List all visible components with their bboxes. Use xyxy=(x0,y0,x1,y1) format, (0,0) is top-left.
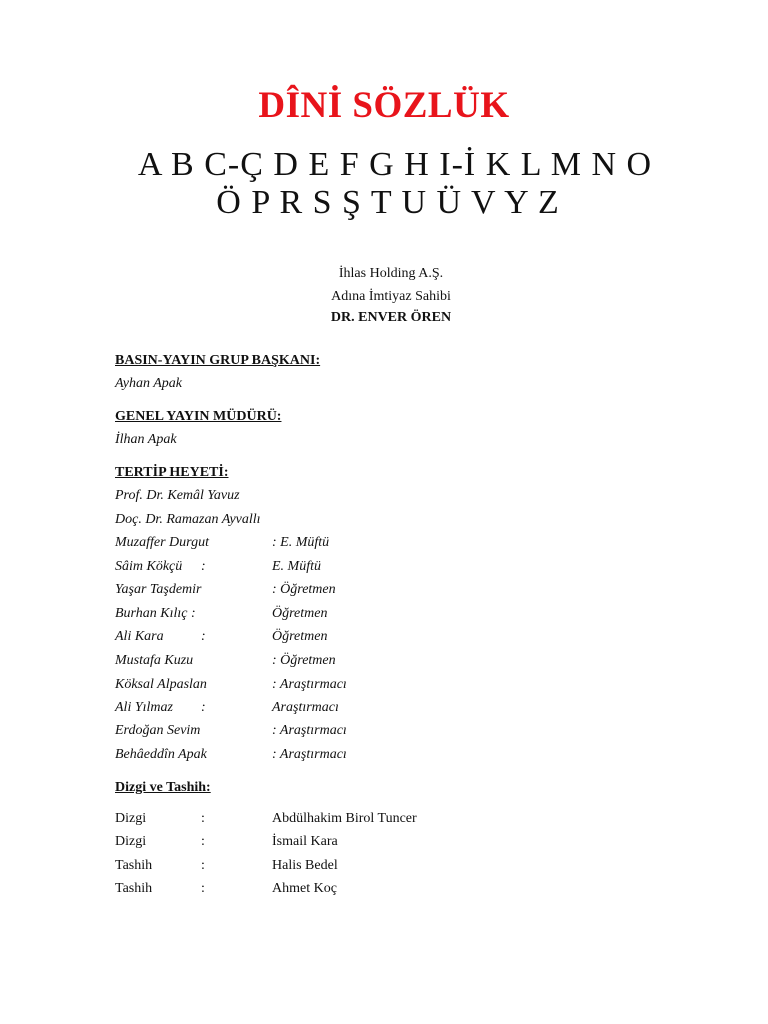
publisher-owner: DR. ENVER ÖREN xyxy=(330,310,452,325)
member-name: Ali Kara xyxy=(115,629,164,644)
dizgi-label: Tashih xyxy=(115,881,153,896)
member-role: : Araştırmacı xyxy=(272,677,347,692)
dizgi-heading: Dizgi ve Tashih: xyxy=(115,780,211,795)
dizgi-name: Abdülhakim Birol Tuncer xyxy=(272,811,417,826)
member-row xyxy=(0,653,768,673)
dizgi-name: Halis Bedel xyxy=(272,858,338,873)
dizgi-row xyxy=(0,834,768,854)
genel-heading: GENEL YAYIN MÜDÜRÜ: xyxy=(115,409,282,424)
dizgi-colon: : xyxy=(201,811,205,826)
member-row xyxy=(0,606,768,626)
member-row xyxy=(0,677,768,697)
member-role: : Araştırmacı xyxy=(272,723,347,738)
member-row xyxy=(0,559,768,579)
member-name: Mustafa Kuzu xyxy=(115,653,194,668)
member-name: Ali Yılmaz xyxy=(115,700,173,715)
member-role: : Araştırmacı xyxy=(272,747,347,762)
dizgi-name: Ahmet Koç xyxy=(272,881,337,896)
member-colon: : xyxy=(201,559,206,574)
dizgi-row xyxy=(0,881,768,901)
member-role: E. Müftü xyxy=(272,559,321,574)
member-role: : Öğretmen xyxy=(272,653,336,668)
member-row xyxy=(0,582,768,602)
dizgi-colon: : xyxy=(201,834,205,849)
member-row xyxy=(0,747,768,767)
dizgi-row xyxy=(0,811,768,831)
member-role: : E. Müftü xyxy=(272,535,330,550)
tertip-lead-1: Prof. Dr. Kemâl Yavuz xyxy=(115,488,240,503)
publisher-role: Adına İmtiyaz Sahibi xyxy=(331,289,451,304)
dizgi-label: Tashih xyxy=(115,858,153,873)
alphabet-line-1: A B C-Ç D E F G H I-İ K L M N O xyxy=(137,146,653,183)
member-row xyxy=(0,629,768,649)
member-row xyxy=(0,535,768,555)
member-row xyxy=(0,723,768,743)
tertip-lead-2: Doç. Dr. Ramazan Ayvallı xyxy=(115,512,261,527)
member-name: Sâim Kökçü xyxy=(115,559,183,574)
member-name: Köksal Alpaslan xyxy=(115,677,207,692)
member-role: Öğretmen xyxy=(272,606,328,621)
member-name: Yaşar Taşdemir xyxy=(115,582,202,597)
member-name: Burhan Kılıç : xyxy=(115,606,196,621)
tertip-heading: TERTİP HEYETİ: xyxy=(115,465,229,480)
member-name: Behâeddîn Apak xyxy=(115,747,207,762)
dizgi-label: Dizgi xyxy=(115,811,147,826)
member-role: Araştırmacı xyxy=(272,700,339,715)
basin-heading: BASIN-YAYIN GRUP BAŞKANI: xyxy=(115,353,321,368)
dizgi-name: İsmail Kara xyxy=(272,834,338,849)
dizgi-row xyxy=(0,858,768,878)
member-role: Öğretmen xyxy=(272,629,328,644)
member-role: : Öğretmen xyxy=(272,582,336,597)
member-colon: : xyxy=(201,700,206,715)
dizgi-label: Dizgi xyxy=(115,834,147,849)
member-row xyxy=(0,700,768,720)
page-title: DÎNİ SÖZLÜK xyxy=(258,85,510,126)
member-name: Muzaffer Durgut xyxy=(115,535,209,550)
basin-name: Ayhan Apak xyxy=(115,376,183,391)
member-colon: : xyxy=(201,629,206,644)
dizgi-colon: : xyxy=(201,881,205,896)
alphabet-line-2: Ö P R S Ş T U Ü V Y Z xyxy=(216,184,560,221)
publisher-company: İhlas Holding A.Ş. xyxy=(338,266,444,281)
member-name: Erdoğan Sevim xyxy=(115,723,201,738)
dizgi-colon: : xyxy=(201,858,205,873)
genel-name: İlhan Apak xyxy=(115,432,177,447)
